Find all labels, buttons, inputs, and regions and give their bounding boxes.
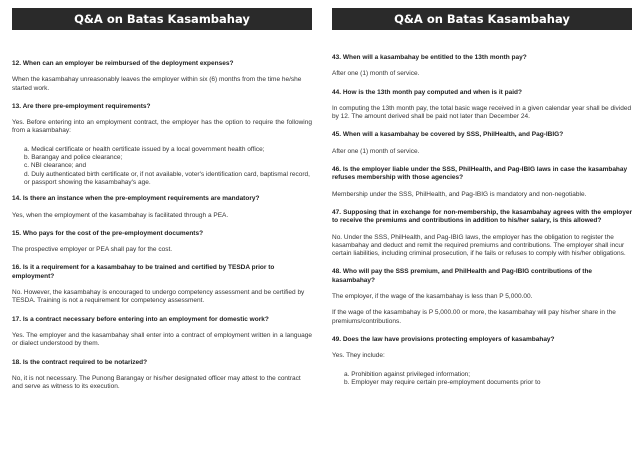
question-12: 12. When can an employer be reimbursed of the deployment expenses? (12, 60, 234, 67)
answer-13: Yes. Before entering into an employment contract, the employer has the option to require the following from a kasambahay: (12, 119, 312, 135)
question-16: 16. Is it a requirement for a kasambahay to be trained and certified by TESDA prior to employment? (12, 264, 275, 280)
right-page (332, 0, 632, 387)
answer-48-employer: The employer, if the wage of the kasambahay is less than P 5,000.00. (332, 293, 533, 301)
question-43: 43. When will a kasambahay be entitled to the 13th month pay? (332, 54, 527, 61)
left-page (12, 0, 312, 391)
question-17: 17. Is a contract necessary before entering into an employment for domestic work? (12, 315, 269, 323)
list-item: c. NBI clearance; and (24, 162, 87, 170)
question-48: 48. Who will pay the SSS premium, and PhilHealth and Pag-IBIG contributions of the kasambahay? (332, 268, 593, 284)
list-item: d. Duly authenticated birth certificate or, if not available, voter's identification card, baptismal record, or passport showing the kasambahay's age. (24, 170, 310, 186)
page-header-banner: Q&A on Batas Kasambahay (12, 8, 312, 30)
question-45: 45. When will a kasambahay be covered by SSS, PhilHealth, and Pag-IBIG? (332, 131, 564, 139)
question-46: 46. Is the employer liable under the SSS, PhilHealth, and Pag-IBIG laws in case the kasambahay refuses membership with those agencies? (332, 166, 628, 182)
answer-12: When the kasambahay unreasonably leaves the employer within six (6) months from the time he/she started work. (12, 76, 302, 92)
answer-48-kasambahay: If the wage of the kasambahay is P 5,000.00 or more, the kasambahay will pay his/her share in the premiums/contributions. (332, 309, 616, 325)
requirements-list (24, 146, 312, 187)
list-item: b. Barangay and police clearance; (24, 154, 123, 162)
answer-46: Membership under the SSS, PhilHealth, and Pag-IBIG is mandatory and non-negotiable. (332, 190, 587, 198)
answer-47: No. Under the SSS, PhilHealth, and Pag-IBIG laws, the employer has the obligation to register the kasambahay and deduct and remit the required premiums and contributions. The employer shall incur certain liabilities, including criminal prosecution, if he fails or refuses to comply with his/her obligations. (332, 233, 626, 258)
question-14: 14. Is there an instance when the pre-employment requirements are mandatory? (12, 195, 260, 203)
answer-43: After one (1) month of service. (332, 70, 420, 78)
list-item: b. Employer may require certain pre-employment documents prior to (344, 378, 541, 386)
answer-14: Yes, when the employment of the kasambahay is facilitated through a PEA. (12, 211, 229, 219)
answer-18: No, it is not necessary. The Punong Barangay or his/her designated officer may attest to the contract and serve as witness to its execution. (12, 374, 301, 391)
question-44: 44. How is the 13th month pay computed and when is it paid? (332, 88, 522, 96)
left-content (12, 60, 312, 391)
question-13: 13. Are there pre-employment requirements? (12, 102, 151, 110)
question-49: 49. Does the law have provisions protecting employers of kasambahay? (332, 335, 555, 343)
answer-49: Yes. They include: (332, 352, 385, 360)
answer-17: Yes. The employer and the kasambahay shall enter into a contract of employment written in a language or dialect understood by them. (12, 331, 312, 348)
answer-15: The prospective employer or PEA shall pay for the cost. (12, 246, 173, 254)
question-47: 47. Supposing that in exchange for non-membership, the kasambahay agrees with the employer to receive the premiums and contributions in addition to his/her salary, is this allowed? (332, 208, 632, 225)
answer-44: In computing the 13th month pay, the total basic wage received in a given calendar year shall be divided by 12. The amount derived shall be paid not later than December 24. (332, 104, 632, 121)
answer-45: After one (1) month of service. (332, 147, 420, 155)
question-15: 15. Who pays for the cost of the pre-employment documents? (12, 229, 204, 237)
protections-list (344, 371, 632, 388)
list-item: a. Medical certificate or health certificate issued by a local government health office; (24, 145, 265, 153)
question-18: 18. Is the contract required to be notarized? (12, 358, 148, 366)
answer-16: No. However, the kasambahay is encouraged to undergo competency assessment and be certified by TESDA. Training is not a requirement for competency assessment. (12, 289, 305, 305)
list-item: a. Prohibition against privileged information; (344, 370, 471, 378)
right-content (332, 54, 632, 387)
page-header-banner: Q&A on Batas Kasambahay (332, 8, 632, 30)
